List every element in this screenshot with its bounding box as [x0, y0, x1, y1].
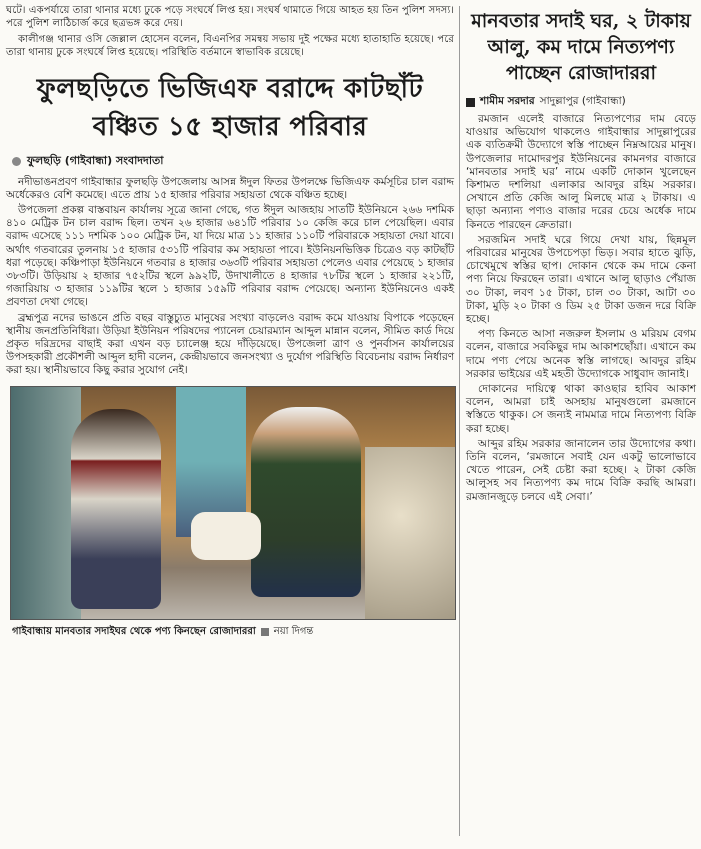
article-paragraph: রমজান এলেই বাজারে নিত্যপণ্যের দাম বেড়ে যাওয়ার অভিযোগ থাকলেও গাইবান্ধার সাদুল্লাপুরের এক ব্যতিক্রমী উদ্যোগে স্বস্তি পাচ্ছেন নিম্নআয়ের মানুষ। উপজেলার দামোদরপুর ইউনিয়নের কামনগর বাজারে ‘মানবতার সদাই ঘর’ নামে একটি দোকান খুলেছেন কিশামত দশলিয়া এলাকার আবদুর রহিম সরকার। সেখানে প্রতি কেজি আলু মিলছে মাত্র ২ টাকায়। এ ছাড়া অন্যান্য পণ্যও বাজার দরের চেয়ে অর্ধেক দামে কিনতে পারছেন ক্রেতারা। [466, 113, 696, 231]
article-paragraph: উপজেলা প্রকল্প বাস্তবায়ন কার্যালয় সূত্রে জানা গেছে, গত ঈদুল আজহায় সাতটি ইউনিয়নে ২৬৬ দশমিক ৪১০ মেট্রিক টন চাল বরাদ্দ ছিল। তখন ২৬ হাজার ৬৪১টি পরিবার ১০ কেজি করে চাল পেয়েছিল। এবার বরাদ্দ এসেছে ১১১ দশমিক ১০০ মেট্রিক টন, যা দিয়ে মাত্র ১১ হাজার ১১০টি পরিবারকে সহায়তা দেয়া যাবে। অর্থাৎ গতবারের তুলনায় ১৫ হাজার ৫৩১টি পরিবার কম সহায়তা পাবে। ইউনিয়নভিত্তিক চিত্রেও বড় কাটছাঁট ধরা পড়েছে। কঞ্চিপাড়া ইউনিয়নে গতবার ৪ হাজার ৩৬৩টি পরিবার সহায়তা পেলেও এবার পেয়েছে ১ হাজার ৩৮৩টি। উড়িয়ায় ২ হাজার ৭৫২টির স্থলে ৯৯২টি, উদাখালীতে ৪ হাজার ৭৮টির স্থলে ১ হাজার ২২১টি, গজারিয়ায় ৩ হাজার ১১৯টির স্থলে ১ হাজার ১৫৯টি পরিবার বরাদ্দ পেয়েছে। অন্যান্য ইউনিয়নেও একই প্রবণতা দেখা গেছে। [6, 204, 454, 309]
byline-name: শামীম সরদার [480, 95, 535, 107]
byline [12, 152, 454, 171]
byline-location: সাদুল্লাপুর (গাইবান্ধা) [539, 95, 626, 107]
headline-line: বঞ্চিত ১৫ হাজার পরিবার [92, 111, 368, 142]
photo-bag [191, 512, 261, 560]
main-headline [8, 70, 452, 146]
article-paragraph: আব্দুর রহিম সরকার জানালেন তার উদ্যোগের কথা। তিনি বলেন, ‘রমজানে সবাই যেন একটু ভালোভাবে খেতে পারেন, সেই চেষ্টা করা হচ্ছে। ২ টাকা কেজি আলুসহ সব নিত্যপণ্য কম দামে বিক্রি করছি আমরা। রমজানজুড়ে চলবে এই সেবা।’ [466, 437, 696, 503]
photo-caption [12, 624, 454, 641]
snippet-paragraph: কালীগঞ্জ থানার ওসি জেল্লাল হোসেন বলেন, বিএনপির সমন্বয় সভায় দুই পক্ষের মধ্যে হাতাহাতি হয়েছে। পরে তারা থানায় ঢুকে সংঘর্ষে লিপ্ত হয়েছে। পরিস্থিতি বর্তমানে স্বাভাবিক রয়েছে। [6, 33, 454, 59]
left-column [6, 4, 454, 842]
previous-article-snippet [6, 4, 454, 60]
photo-sacks [365, 447, 455, 619]
news-photo [10, 386, 456, 620]
side-byline [466, 94, 696, 111]
headline-line: ফুলছড়িতে ভিজিএফ বরাদ্দে কাটছাঁট [36, 73, 424, 104]
photo-person [251, 407, 361, 597]
snippet-paragraph: ঘটে। একপর্যায়ে তারা থানার মধ্যে ঢুকে পড়ে সংঘর্ষে লিপ্ত হয়। সংঘর্ষ থামাতে গিয়ে আহত হয় তিন পুলিশ সদস্য। পরে পুলিশ লাঠিচার্জ করে ছত্রভঙ্গ করে দেয়। [6, 5, 454, 30]
article-paragraph: পণ্য কিনতে আসা নজরুল ইসলাম ও মরিয়ম বেগম বলেন, বাজারে সবকিছুর দাম আকাশছোঁয়া। এখানে কম দামে পণ্য পেয়ে অনেক স্বস্তি লাগছে। আবদুর রহিম সরকার ভাইয়ের এই মহতী উদ্যোগকে সাধুবাদ জানাই। [466, 328, 696, 380]
byline-text: ফুলছড়ি (গাইবান্ধা) সংবাদদাতা [27, 153, 164, 167]
square-bullet-icon [261, 628, 269, 636]
caption-source: নয়া দিগন্ত [273, 625, 314, 637]
bullet-icon [12, 157, 21, 166]
side-headline: মানবতার সদাই ঘর, ২ টাকায় আলু, কম দামে নিত্যপণ্য পাচ্ছেন রোজাদাররা [471, 10, 691, 84]
square-bullet-icon [466, 98, 475, 107]
article-paragraph: নদীভাঙনপ্রবণ গাইবান্ধার ফুলছড়ি উপজেলায় আসন্ন ঈদুল ফিতর উপলক্ষে ভিজিএফ কর্মসূচির চাল বরাদ্দ অর্ধেকেরও বেশি কমেছে। এতে প্রায় ১৫ হাজার পরিবার সহায়তা থেকে বঞ্চিত হচ্ছে। [6, 175, 454, 201]
right-column [466, 4, 696, 842]
article-paragraph: দোকানের দায়িত্বে থাকা কাওছার হাবিব আকাশ বলেন, আমরা চাই অসহায় মানুষগুলো রমজানে স্বস্তিতে থাকুক। সে জন্যই নামমাত্র দামে নিত্যপণ্য বিক্রি করা হচ্ছে। [466, 383, 696, 435]
column-divider [459, 6, 460, 836]
caption-text: গাইবান্ধায় মানবতার সদাইঘর থেকে পণ্য কিনছেন রোজাদাররা [12, 625, 256, 637]
photo-person [71, 409, 161, 609]
article-paragraph: সরজমিন সদাই ঘরে গিয়ে দেখা যায়, ছিন্নমূল পরিবারের মানুষের উপচেপড়া ভিড়। সবার হাতে ঝুড়ি, চোখেমুখে স্বস্তির ছাপ। দোকান থেকে কম দামে কেনা পণ্য নিয়ে ফিরছেন তারা। এখানে আলু ছাড়াও পেঁয়াজ ৩০ টাকা, লবণ ১৫ টাকা, চাল ৩০ টাকা, আটা ৩০ টাকা, মুড়ি ২০ টাকা ও ডিম ২৫ টাকা ডজন দরে বিক্রি হচ্ছে। [466, 233, 696, 326]
article-paragraph: ব্রহ্মপুত্র নদের ভাঙনে প্রতি বছর বাস্তুচ্যুত মানুষের সংখ্যা বাড়লেও বরাদ্দ কমে যাওয়ায় বিপাকে পড়েছেন স্থানীয় জনপ্রতিনিধিরা। উড়িয়া ইউনিয়ন পরিষদের প্যানেল চেয়ারম্যান আব্দুল মান্নান বলেন, সীমিত কার্ড দিয়ে প্রকৃত দরিদ্রদের বাছাই করা এখন বড় চ্যালেঞ্জ হয়ে দাঁড়িয়েছে। উপজেলা ত্রাণ ও পুনর্বাসন কার্যালয়ের উপসহকারী প্রকৌশলী আব্দুল হাদী বলেন, কেন্দ্রীয়ভাবে জনসংখ্যা ও দুর্যোগ পরিস্থিতি বিবেচনায় বরাদ্দ নির্ধারণ করা হয়। স্থানীয়ভাবে কিছু করার সুযোগ নেই। [6, 311, 454, 377]
